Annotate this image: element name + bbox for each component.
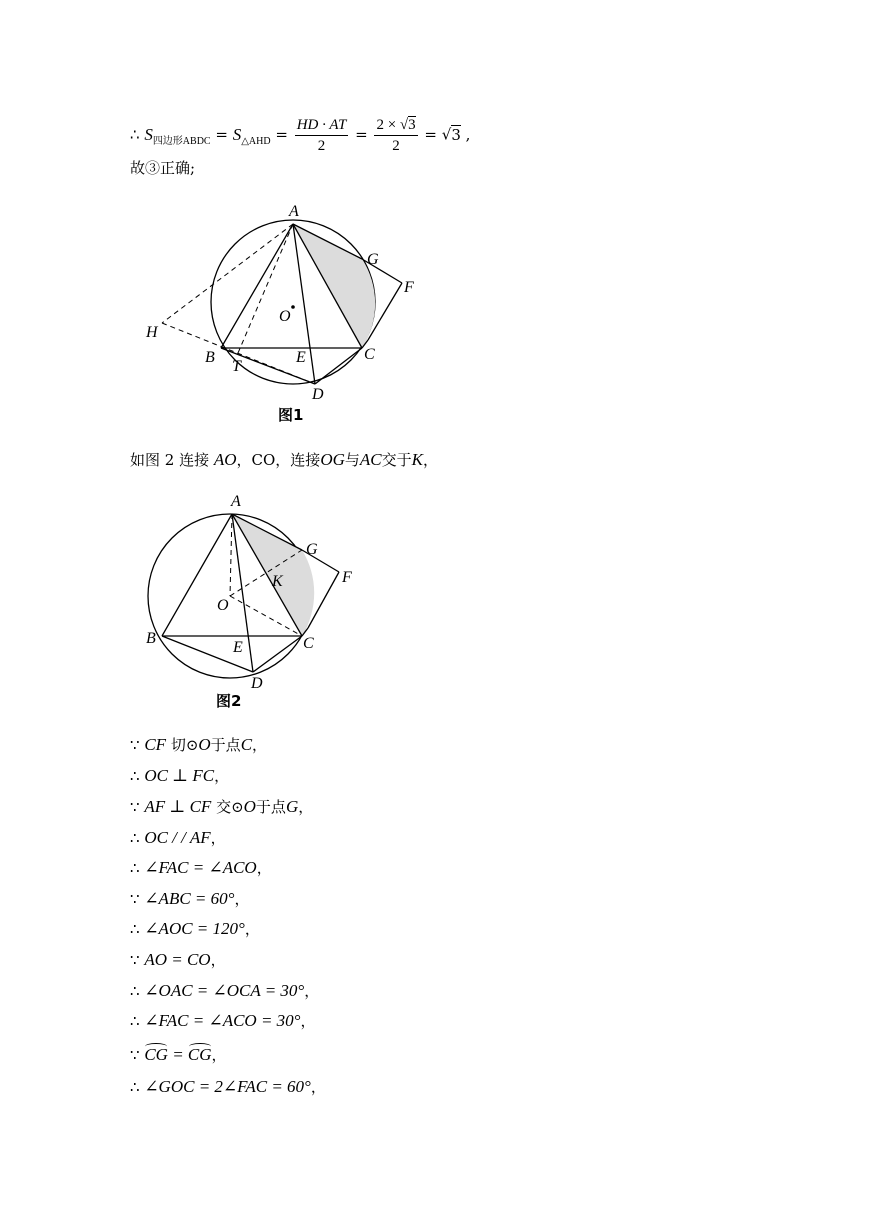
proof-line-11: ∵ CG = CG，	[130, 1045, 227, 1064]
label-f: F	[342, 569, 352, 586]
proof-line-2: ∴ OC ⊥ FC，	[130, 766, 230, 785]
label-c: C	[364, 346, 375, 363]
area-symbol-triangle: $S_{\triangle AHD}$	[232, 124, 271, 147]
figure-1-caption: 图1	[278, 406, 304, 424]
proof-line-5: ∴ ∠FAC = ∠ACO，	[130, 858, 272, 877]
label-o: O	[217, 597, 229, 614]
label-e: E	[233, 639, 243, 656]
equals-sign: =	[275, 125, 293, 144]
area-symbol-quad: $S_{四边形ABDC}$	[144, 124, 211, 147]
label-g: G	[306, 541, 318, 558]
result-root3: √3	[441, 125, 461, 144]
punctuation: ,	[460, 125, 471, 144]
label-d: D	[251, 675, 263, 692]
arc-cg: CG	[144, 1045, 168, 1064]
arc-cg: CG	[187, 1045, 212, 1064]
fraction-two-root3: $\frac{2 \times √3}{2}$	[376, 117, 416, 154]
label-a: A	[289, 203, 299, 220]
proof-line-10: ∴ ∠FAC = ∠ACO = 30°，	[130, 1011, 316, 1030]
proof-line-1: ∵ CF 切⊙O于点C，	[130, 735, 268, 754]
label-a: A	[231, 493, 241, 510]
equals-sign: =	[215, 125, 233, 144]
equals-sign: =	[355, 125, 373, 144]
label-k: K	[272, 573, 283, 590]
label-g: G	[367, 251, 379, 268]
proof-line-6: ∵ ∠ABC = 60°，	[130, 889, 250, 908]
connect-line: 如图 2 连接 AO，CO，连接OG与AC交于K，	[130, 450, 438, 469]
label-b: B	[146, 630, 156, 647]
proof-line-9: ∴ ∠OAC = ∠OCA = 30°，	[130, 981, 320, 1000]
label-o: O	[279, 308, 291, 325]
figure-2	[140, 490, 370, 710]
label-f: F	[404, 279, 414, 296]
shaded-segment	[293, 224, 375, 348]
proof-line-12: ∴ ∠GOC = 2∠FAC = 60°，	[130, 1077, 326, 1096]
label-c: C	[303, 635, 314, 652]
label-h: H	[146, 324, 158, 341]
proof-line-4: ∴ OC / / AF，	[130, 828, 226, 847]
conclusion-line: 故③正确;	[130, 159, 196, 177]
label-e: E	[296, 349, 306, 366]
fraction-hd-at: $\frac{HD \cdot AT}{2}$	[296, 117, 347, 154]
proof-line-3: ∵ AF ⊥ CF 交⊙O于点G，	[130, 797, 314, 816]
figure-1	[140, 200, 440, 430]
area-formula-line	[130, 115, 470, 156]
proof-line-8: ∵ AO = CO，	[130, 950, 226, 969]
label-t: T	[232, 358, 241, 375]
equals-sign: =	[424, 125, 442, 144]
center-dot-o	[291, 305, 295, 309]
label-b: B	[205, 349, 215, 366]
label-d: D	[312, 386, 324, 403]
therefore-symbol: ∴	[130, 125, 145, 144]
proof-line-7: ∴ ∠AOC = 120°，	[130, 919, 260, 938]
figure-2-caption: 图2	[216, 692, 242, 710]
